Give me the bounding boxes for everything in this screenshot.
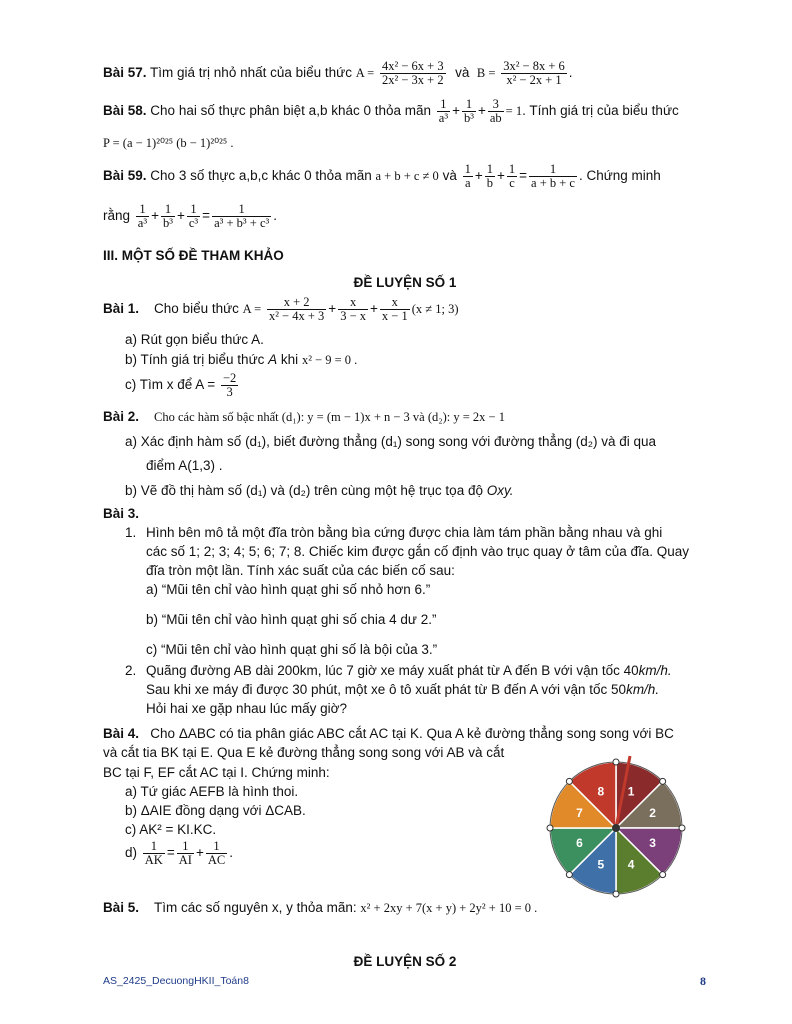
bai4: Bài 4. Cho ΔABC có tia phân giác ABC cắt AC tại K. Qua A kẻ đường thẳng song song với BC [103, 726, 674, 741]
bai59-claim: rằng $\frac{1}{\text{a³}}$ + $\frac{1}{\text{b³}}$ + $\frac{1}{\text{c³}}$ = $\frac{1}{\text{a³ + b³ + c³}}$ . [103, 202, 278, 230]
bai3-item1-num: 1. [125, 525, 137, 540]
bai3-item1-l2: các số 1; 2; 3; 4; 5; 6; 7; 8. Chiếc kim được gắn cố định vào trục quay ở tâm của đĩa. Quay [146, 544, 690, 559]
bai3-item2-l3: Hỏi hai xe gặp nhau lúc mấy giờ? [146, 701, 347, 716]
bai57-label: Bài 57. [103, 65, 147, 81]
bai59: Bài 59. Cho 3 số thực a,b,c khác 0 thỏa mãn a + b + c ≠ 0 và $\frac{1}{a}$ + $\frac{1}{b}$ + $\frac{1}{c}$ = $\frac{1}{a + b + c}$ . Chứng minh [103, 162, 661, 190]
bai58-frac1: $\frac{1}{\text{a³}}$ [438, 97, 449, 125]
de2-title: ĐỀ LUYỆN SỐ 2 [353, 954, 457, 969]
bai4-b: b) ΔAIE đồng dạng với ΔCAB. [125, 803, 306, 818]
bai3-item1-l1: Hình bên mô tả một đĩa tròn bằng bìa cứng được chia làm tám phần bằng nhau và ghi [146, 525, 663, 540]
bai57-b-lhs: B = [476, 66, 496, 81]
bai57-and: và [455, 65, 470, 81]
bai3-q-c: c) “Mũi tên chỉ vào hình quạt ghi số là bội của 3.” [146, 642, 438, 657]
bai4-l2: và cắt tia BK tại E. Qua E kẻ đường thẳng song song với AB và cắt [103, 745, 505, 760]
bai58: Bài 58. Cho hai số thực phân biệt a,b khác 0 thỏa mãn $\frac{1}{\text{a³}}$ + $\frac{1}{\text{b³}}$ + $\frac{3}{ab}$ = 1. Tính giá trị của biểu thức [103, 97, 679, 125]
bai4-l3: BC tại F, EF cắt AC tại I. Chứng minh: [103, 765, 330, 780]
bai3-item2-num: 2. [125, 663, 137, 678]
bai4-d: d) $\frac{1}{AK}$ = $\frac{1}{AI}$ + $\frac{1}{AC}$ . [125, 839, 233, 867]
bai59-frac-c: $\frac{1}{c}$ [508, 162, 516, 190]
bai2-a-cont: điểm A(1,3) . [146, 458, 223, 473]
bai1: Bài 1. Cho biểu thức A = $\frac{x + 2}{\text{x² − 4x + 3}}$ + $\frac{x}{3 - x}$ + $\frac{x}{x - 1}$ (x ≠ 1; 3) [103, 295, 459, 323]
bai1-frac3: $\frac{x}{x - 1}$ [381, 295, 408, 323]
bai1-label: Bài 1. [103, 301, 140, 317]
bai1-b: b) Tính giá trị biểu thức A khi x² − 9 = 0 . [125, 352, 358, 367]
bai58-text2: . Tính giá trị của biểu thức [522, 103, 679, 119]
wheel-rim-dot [613, 759, 619, 765]
bai3-item1-l3: đĩa tròn một lần. Tính xác suất của các biến cố sau: [146, 563, 455, 578]
bai1-frac2: $\frac{x}{3 - x}$ [340, 295, 366, 323]
bai59-text: Cho 3 số thực a,b,c khác 0 thỏa mãn [150, 168, 372, 184]
bai2-a: a) Xác định hàm số (d₁), biết đường thẳng (d₁) song song với đường thẳng (d₂) và đi qua [125, 434, 657, 449]
bai57-text: Tìm giá trị nhỏ nhất của biểu thức [150, 65, 352, 81]
bai4-c: c) AK² = KI.KC. [125, 822, 217, 837]
bai57-a-fraction: $\frac{\text{4x² − 6x + 3}}{\text{2x² − 3x + 2}}$ [382, 59, 444, 87]
bai1-c: c) Tìm x để A = $\frac{-2}{3}$ [125, 371, 237, 399]
bai3-label: Bài 3. [103, 506, 140, 521]
bai58-frac2: $\frac{1}{\text{b³}}$ [463, 97, 474, 125]
wheel-rim-dot [613, 891, 619, 897]
wheel-label-3: 3 [649, 836, 656, 851]
bai59-frac-b3: $\frac{1}{\text{b³}}$ [162, 202, 173, 230]
wheel-rim-dot [547, 825, 553, 831]
bai5: Bài 5. Tìm các số nguyên x, y thỏa mãn: x² + 2xy + 7(x + y) + 2y² + 10 = 0 . [103, 900, 538, 915]
wheel-label-1: 1 [627, 784, 635, 799]
footer-page-number: 8 [700, 974, 706, 988]
bai3-q-b: b) “Mũi tên chỉ vào hình quạt ghi số chia 4 dư 2.” [146, 612, 437, 627]
bai59-frac-a3: $\frac{1}{\text{a³}}$ [137, 202, 148, 230]
wheel-label-8: 8 [597, 784, 605, 799]
bai57-b-fraction: $\frac{\text{3x² − 8x + 6}}{\text{x² − 2x + 1}}$ [503, 59, 565, 87]
wheel-rim-dot [566, 778, 572, 784]
de1-title: ĐỀ LUYỆN SỐ 1 [353, 275, 457, 290]
wheel-rim-dot [566, 872, 572, 878]
wheel-label-2: 2 [649, 805, 656, 820]
bai1-frac1: $\frac{x + 2}{\text{x² − 4x + 3}}$ [268, 295, 325, 323]
bai58-label: Bài 58. [103, 103, 147, 119]
section-heading: III. MỘT SỐ ĐỀ THAM KHẢO [103, 248, 284, 263]
wheel-hub [612, 824, 620, 832]
bai2-b: b) Vẽ đồ thị hàm số (d₁) và (d₂) trên cùng một hệ trục tọa độ Oxy. [125, 483, 514, 498]
bai59-frac-sum3: $\frac{1}{\text{a³ + b³ + c³}}$ [214, 202, 270, 230]
bai3-item2-l2: Sau khi xe máy đi được 30 phút, một xe ô tô xuất phát từ B đến A với vận tốc 50km/h. [146, 682, 660, 697]
bai1-c-frac: $\frac{-2}{3}$ [222, 371, 237, 399]
bai4-d-frac1: $\frac{1}{AK}$ [144, 839, 163, 867]
bai59-frac-b: $\frac{1}{b}$ [486, 162, 493, 190]
bai57: Bài 57. Tìm giá trị nhỏ nhất của biểu thức A = $\frac{\text{4x² − 6x + 3}}{\text{2x² − 3x + 2}}$ và B = $\frac{\text{3x² − 8x + 6}}{\text{x² − 2x + 1}}$ . [103, 59, 573, 87]
wheel-label-4: 4 [627, 857, 635, 872]
footer-doc-name: AS_2425_DecuongHKII_Toán8 [103, 975, 249, 987]
bai59-frac-sum: $\frac{1}{a + b + c}$ [531, 162, 575, 190]
bai4-a: a) Tứ giác AEFB là hình thoi. [125, 784, 299, 799]
bai3-item2-l1: Quãng đường AB dài 200km, lúc 7 giờ xe máy xuất phát từ A đến B với vận tốc 40km/h. [146, 663, 672, 678]
bai58-p-expression: P = (a − 1)²⁰²⁵ (b − 1)²⁰²⁵ . [103, 136, 234, 150]
bai59-frac-c3: $\frac{1}{\text{c³}}$ [188, 202, 199, 230]
bai57-a-lhs: A = [355, 66, 375, 81]
bai4-d-frac3: $\frac{1}{AC}$ [207, 839, 226, 867]
bai59-label: Bài 59. [103, 168, 147, 184]
wheel-label-6: 6 [576, 836, 583, 851]
bai58-frac3: $\frac{3}{ab}$ [489, 97, 502, 125]
wheel-label-7: 7 [576, 805, 583, 820]
wheel-label-5: 5 [597, 857, 605, 872]
bai59-frac-a: $\frac{1}{a}$ [464, 162, 471, 190]
bai2: Bài 2. Cho các hàm số bậc nhất (d₁): y = (m − 1)x + n − 3 và (d₂): y = 2x − 1 [103, 409, 505, 424]
bai4-d-frac2: $\frac{1}{AI}$ [178, 839, 192, 867]
bai58-text: Cho hai số thực phân biệt a,b khác 0 thỏa mãn [150, 103, 432, 119]
wheel-rim-dot [660, 778, 666, 784]
spinner-wheel [543, 755, 689, 901]
wheel-rim-dot [679, 825, 685, 831]
wheel-rim-dot [660, 872, 666, 878]
bai3-q-a: a) “Mũi tên chỉ vào hình quạt ghi số nhỏ hơn 6.” [146, 582, 431, 597]
bai1-a: a) Rút gọn biểu thức A. [125, 332, 264, 347]
